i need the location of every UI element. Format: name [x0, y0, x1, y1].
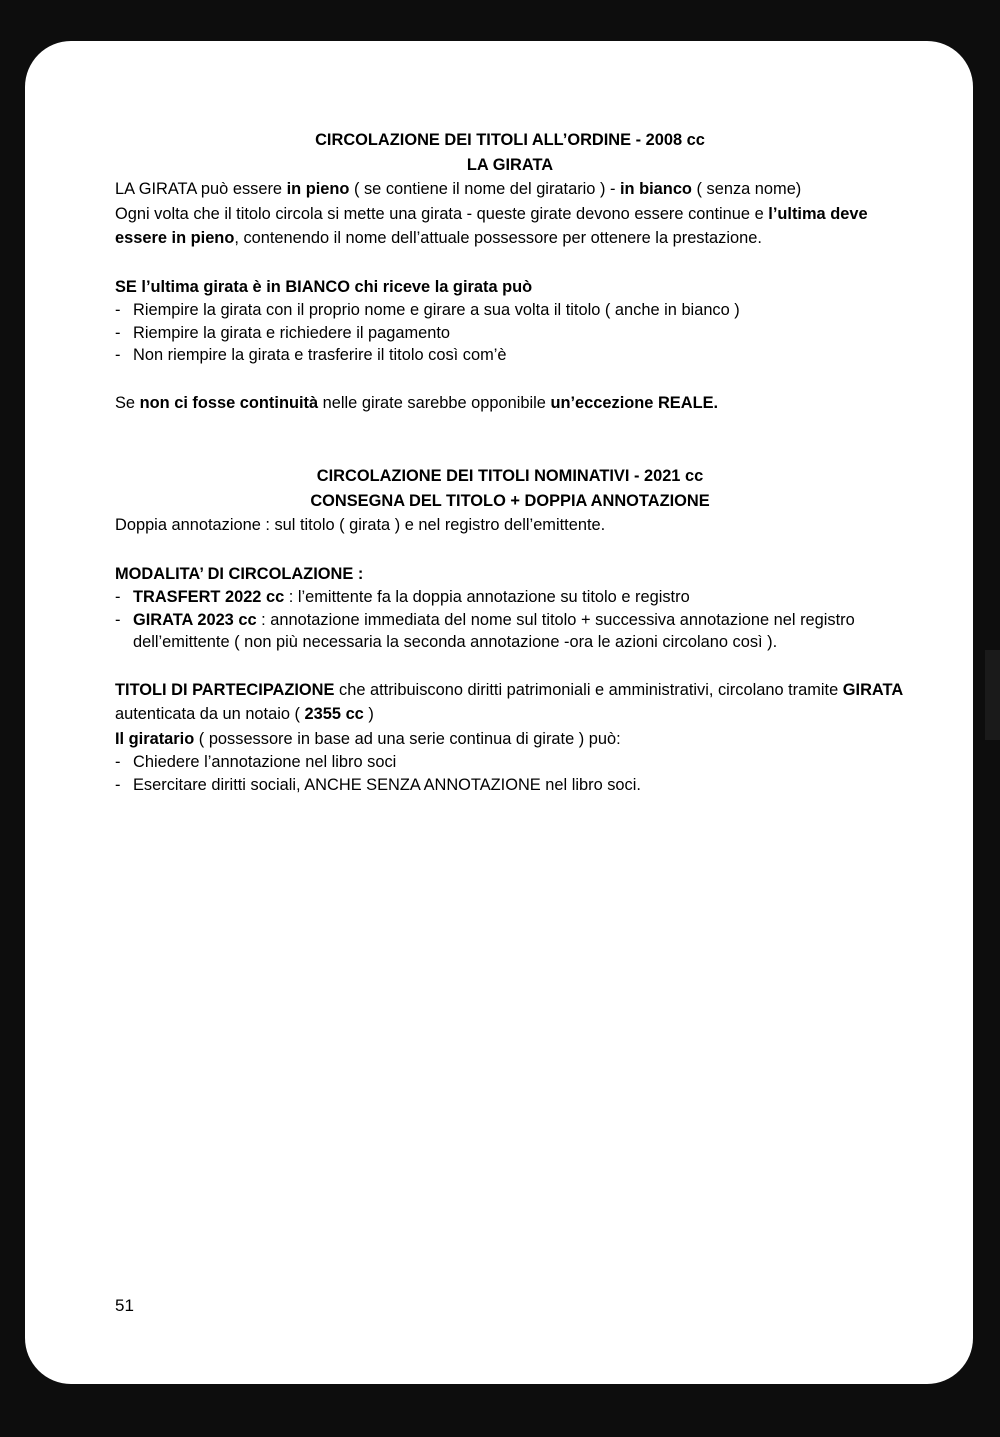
list-item: - Esercitare diritti sociali, ANCHE SENZA ANNOTAZIONE nel libro soci.: [115, 775, 641, 794]
section2-rights-list: [115, 751, 905, 796]
list-item: - Non riempire la girata e trasferire il titolo così com’è: [115, 346, 507, 364]
list-item: - Chiedere l’annotazione nel libro soci: [115, 753, 397, 771]
page-number: 51: [115, 1296, 134, 1315]
list-item: - TRASFERT 2022 cc : l’emittente fa la doppia annotazione su titolo e registro: [115, 588, 690, 606]
section2-modalita-list: [115, 586, 905, 654]
section1-paragraph-continuity: Ogni volta che il titolo circola si mette una girata - queste girate devono essere continue e l’ultima deve essere in pieno, contenendo il nome dell’attuale possessore per ottenere la prestazione.: [115, 204, 868, 247]
list-item: - GIRATA 2023 cc : annotazione immediata del nome sul titolo + successiva annotazione nel registro dell’emittente ( non più necessaria la seconda annotazione -ora le azioni circolano così ).: [115, 610, 855, 651]
list-item: - Riempire la girata e richiedere il pagamento: [115, 323, 451, 342]
section2-modalita-heading: MODALITA’ DI CIRCOLAZIONE :: [115, 564, 364, 583]
section1-title: CIRCOLAZIONE DEI TITOLI ALL’ORDINE - 2008 cc: [315, 131, 705, 149]
section1-subtitle: LA GIRATA: [466, 155, 554, 174]
section2-paragraph-giratario: Il giratario ( possessore in base ad una serie continua di girate ) può:: [115, 729, 621, 748]
section2-title: CIRCOLAZIONE DEI TITOLI NOMINATIVI - 2021 cc: [316, 467, 704, 485]
section2-subtitle: CONSEGNA DEL TITOLO + DOPPIA ANNOTAZIONE: [310, 491, 710, 510]
document-page: [25, 41, 973, 1384]
section1-paragraph-girata: LA GIRATA può essere in pieno ( se contiene il nome del giratario ) - in bianco ( senza nome): [115, 180, 802, 198]
section1-options-list: [115, 299, 905, 367]
list-item: - Riempire la girata con il proprio nome e girare a sua volta il titolo ( anche in bianco ): [115, 301, 740, 319]
section2-paragraph-annotation: Doppia annotazione : sul titolo ( girata ) e nel registro dell’emittente.: [115, 516, 606, 534]
page-content: [115, 128, 905, 796]
section2-paragraph-partecipazione: TITOLI DI PARTECIPAZIONE che attribuiscono diritti patrimoniali e amministrativi, circolano tramite GIRATA autenticata da un notaio ( 2355 cc ): [115, 680, 904, 723]
section1-paragraph-exception: Se non ci fosse continuità nelle girate sarebbe opponibile un’eccezione REALE.: [115, 393, 719, 412]
section1-list-heading: SE l’ultima girata è in BIANCO chi riceve la girata può: [115, 277, 533, 296]
edge-tab: [985, 650, 1000, 740]
